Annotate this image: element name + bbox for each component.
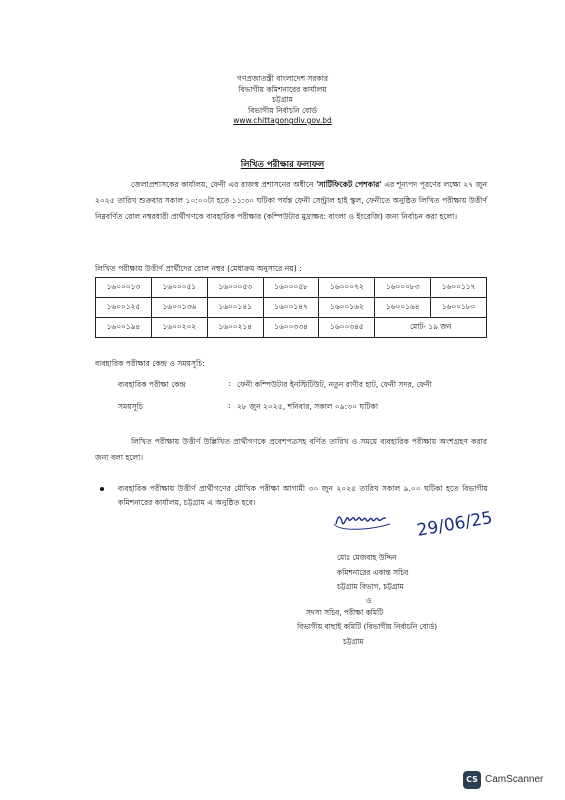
signature-underline (334, 524, 390, 529)
roll-cell: ১৬০০১২৫ (96, 298, 152, 318)
roll-cell: ১৬০০১৬৪ (375, 298, 431, 318)
camscanner-text: CamScanner (485, 774, 544, 785)
officer-role2: সদস্য সচিব, পরীক্ষা কমিটি (306, 608, 384, 617)
govt-name: গণপ্রজাতন্ত্রী বাংলাদেশ সরকার (236, 74, 329, 83)
roll-cell: ১৬০০১৬২ (319, 298, 375, 318)
office-name: বিভাগীয় কমিশনারের কার্যালয় (238, 84, 327, 94)
roll-cell: ১৬০০০৫৮ (263, 278, 319, 298)
center-label: ব্যবহারিক পরীক্ষা কেন্দ্র (118, 380, 186, 389)
camscanner-logo-icon: CS (463, 771, 481, 789)
instruction-paragraph: লিখিত পরীক্ষায় উত্তীর্ণ উল্লিখিত প্রার্থীগণকে প্রবেশপত্রসহ বর্ণিত তারিখ ও সময়ে ব্যবহারিক পরীক্ষায় অংশগ্রহণ করার জন্য বলা হলো। (95, 437, 487, 462)
roll-cell: ১৬০০১৪৭ (263, 298, 319, 318)
table-row (96, 298, 487, 318)
intro-paragraph (95, 177, 487, 225)
total-cell: মোট- ১৯ জন (375, 318, 487, 338)
page-title (0, 158, 565, 172)
roll-cell: ১৬০০২০২ (151, 318, 207, 338)
roll-cell: ১৬০০০৮৩ (375, 278, 431, 298)
time-label: সময়সূচি (118, 402, 143, 411)
roll-cell: ১৬০০০৫১ (151, 278, 207, 298)
roll-cell: ১৬০০৩৩৪ (263, 318, 319, 338)
signature-date: 29/06/25 (415, 507, 495, 541)
bullet-icon (100, 487, 104, 491)
website-link[interactable]: www.chittagongdiv.gov.bd (233, 116, 332, 125)
table-row (96, 278, 487, 298)
roll-cell: ১৬০০০১৩ (96, 278, 152, 298)
center-colon: : (228, 379, 231, 388)
roll-cell: ১৬০০১৪১ (207, 298, 263, 318)
roll-cell: ১৬০০১৯৪ (96, 318, 152, 338)
roll-cell: ১৬০০১৮০ (431, 298, 487, 318)
time-colon: : (228, 401, 231, 410)
viva-note: ব্যবহারিক পরীক্ষায় উত্তীর্ণ প্রার্থীগণের মৌখিক পরীক্ষা আগামী ৩০ জুন ২০২৫ তারিখ সকাল ৯.০০ ঘটিকা হতে বিভাগীয় কমিশনারের কার্যালয়, চট্টগ্রাম এ অনুষ্ঠিত হবে। (118, 484, 488, 507)
schedule-heading: ব্যবহারিক পরীক্ষার কেন্দ্র ও সময়সূচি: (95, 359, 205, 368)
officer-designation: কমিশনারের একান্ত সচিব (337, 568, 409, 577)
roll-cell: ১৬০০০৭২ (319, 278, 375, 298)
board-name: বিভাগীয় নির্বাচনি বোর্ড (248, 105, 317, 115)
table-row (96, 318, 487, 338)
letterhead (0, 74, 565, 127)
title-text: লিখিত পরীক্ষার ফলাফল (240, 160, 325, 170)
roll-table (95, 277, 487, 338)
signature (330, 494, 495, 544)
roll-cell: ১৬০০০৫৩ (207, 278, 263, 298)
conjunction: ও (366, 596, 372, 605)
intro-after: এর শূন্যপদ পূরণের লক্ষ্যে ২৭ জুন ২০২৫ তারিখ শুক্রবার সকাল ১০:০০টা হতে ১১:৩০ ঘটিকা পর্যন্ত ফেনী সেন্ট্রাল হাই স্কুল, ফেনীতে অনুষ্ঠিত লিখিত পরীক্ষায় উত্তীর্ণ নিম্নবর্ণিত রোল নম্বরধারী প্রার্থীগণকে ব্যবহারিক পরীক্ষার (কম্পিউটার মুদ্রাক্ষর: বাংলা ও ইংরেজি) জন্য নির্বাচন করা হলো। (95, 180, 488, 221)
camscanner-watermark (463, 771, 555, 793)
committee-city: চট্টগ্রাম (343, 637, 364, 646)
roll-heading: লিখিত পরীক্ষায় উত্তীর্ণ প্রার্থীদের রোল নম্বর (মেধাক্রম অনুসারে নয়) : (95, 264, 302, 273)
center-value: ফেনী কম্পিউটার ইনস্টিটিউট, নতুন রাণীর হাট, ফেনী সদর, ফেনী (237, 380, 432, 389)
roll-cell: ১৬০০১৩৬ (151, 298, 207, 318)
time-value: ২৮ জুন ২০২৫, শনিবার, সকাল ০৯:৩০ ঘটিকা (237, 402, 379, 411)
signature-scribble (336, 517, 386, 524)
roll-cell: ১৬০০৩৪৫ (319, 318, 375, 338)
officer-name: মোঃ মেজবাহ উদ্দিন (337, 553, 397, 562)
roll-cell: ১৬০০২১৪ (207, 318, 263, 338)
city-name: চট্টগ্রাম (272, 95, 293, 104)
intro-before: জেলাপ্রশাসকের কার্যালয়, ফেনী এর রাজস্ব প্রশাসনের অধীনে (131, 180, 317, 189)
intro-post-name: 'সার্টিফিকেট পেশকার' (316, 180, 382, 189)
committee-name: বিভাগীয় বাছাই কমিটি (বিভাগীয় নির্বাচনি বোর্ড) (297, 622, 438, 631)
officer-office: চট্টগ্রাম বিভাগ, চট্টগ্রাম (337, 582, 404, 591)
roll-cell: ১৬০০১১৭ (431, 278, 487, 298)
